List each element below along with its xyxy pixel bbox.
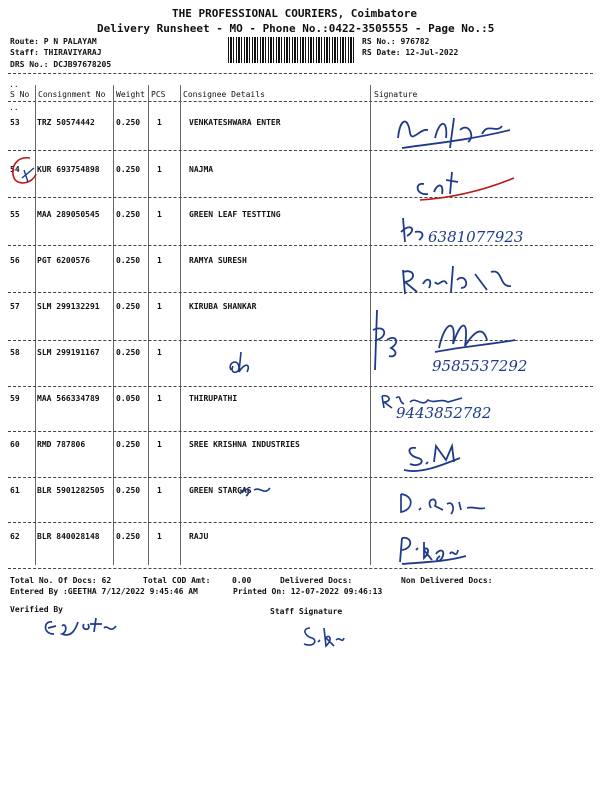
rs-date: RS Date: 12-Jul-2022 [362,48,459,57]
col-consignee: Consignee Details [183,90,265,99]
printed-on: Printed On: 12-07-2022 09:46:13 [233,587,383,596]
signature-scribble [410,164,520,204]
entered-by: Entered By :GEETHA 7/12/2022 9:45:46 AM [10,587,198,596]
staff-signature-scribble [298,622,348,652]
delivered-docs: Delivered Docs: [280,576,353,585]
row-weight: 0.250 [116,486,141,495]
signature-scribble [395,488,490,518]
row-weight: 0.250 [116,348,141,357]
row-weight: 0.250 [116,165,141,174]
row-consignee: GREEN STARGAS [189,486,252,495]
row-pcs: 1 [157,165,162,174]
drs-number: DRS No.: DCJB97678205 [10,60,112,69]
row-weight: 0.250 [116,118,141,127]
row-weight: 0.250 [116,440,141,449]
row-sno: 60 [10,440,20,449]
row-consignee: RAJU [189,532,209,541]
row-consignment: TRZ 50574442 [37,118,95,127]
row-sno: 57 [10,302,20,311]
handwritten-phone: 9585537292 [432,357,528,375]
row-consignment: KUR 693754898 [37,165,100,174]
divider [8,73,593,74]
row-pcs: 1 [157,118,162,127]
col-sno: S No [10,90,30,99]
total-cod-value: 0.00 [232,576,252,585]
verifier-signature [40,612,130,642]
row-pcs: 1 [157,486,162,495]
divider [8,522,593,523]
col-consignment: Consignment No [38,90,106,99]
total-docs: Total No. Of Docs: 62 [10,576,112,585]
dots-mark: .. [9,80,19,89]
divider [8,386,593,387]
row-pcs: 1 [157,348,162,357]
total-cod-label: Total COD Amt: [143,576,211,585]
row-consignee: THIRUPATHI [189,394,238,403]
runsheet-subtitle: Delivery Runsheet - MO - Phone No.:0422-3505555 - Page No.:5 [97,22,495,35]
rs-number: RS No.: 976782 [362,37,430,46]
row-sno: 62 [10,532,20,541]
col-line [113,85,114,565]
row-consignee: RAMYA SURESH [189,256,247,265]
row-consignment: MAA 566334789 [37,394,100,403]
row-consignee: KIRUBA SHANKAR [189,302,257,311]
signature-scribble [400,436,470,476]
row-pcs: 1 [157,256,162,265]
row-consignment: RMD 787806 [37,440,86,449]
divider [8,431,593,432]
row-sno: 56 [10,256,20,265]
row-consignment: SLM 299191167 [37,348,100,357]
barcode [228,37,356,63]
signature-scribble [394,532,474,566]
handwritten-phone: 6381077923 [428,228,524,246]
row-sno: 53 [10,118,20,127]
divider [8,568,593,569]
row-consignment: MAA 289050545 [37,210,100,219]
row-sno: 59 [10,394,20,403]
col-weight: Weight [116,90,145,99]
non-delivered-docs: Non Delivered Docs: [401,576,493,585]
col-signature: Signature [374,90,418,99]
col-line [180,85,181,565]
row-consignment: BLR 840028148 [37,532,100,541]
red-circle-mark [10,154,40,188]
row-consignee: SREE KRISHNA INDUSTRIES [189,440,300,449]
row-pcs: 1 [157,302,162,311]
row-consignment: PGT 6200576 [37,256,90,265]
signature-scribble [390,108,520,158]
row-pcs: 1 [157,210,162,219]
row-consignee: GREEN LEAF TESTTING [189,210,281,219]
divider [8,477,593,478]
row-sno: 54 [10,165,20,174]
dots-mark: .. [9,103,19,112]
row-pcs: 1 [157,394,162,403]
divider [8,101,593,102]
signature-scribble [236,480,276,500]
row-consignee: VENKATESHWARA ENTER [189,118,281,127]
staff-signature-label: Staff Signature [270,607,343,616]
row-sno: 55 [10,210,20,219]
verified-by: Verified By [10,605,63,614]
row-consignment: SLM 299132291 [37,302,100,311]
col-line [148,85,149,565]
route-label: Route: P N PALAYAM [10,37,97,46]
row-sno: 58 [10,348,20,357]
signature-scribble [395,258,525,298]
signature-scribble [225,348,255,378]
company-name: THE PROFESSIONAL COURIERS, Coimbatore [172,7,418,20]
row-sno: 61 [10,486,20,495]
row-consignment: BLR 5901282505 [37,486,105,495]
staff-label: Staff: THIRAVIYARAJ [10,48,102,57]
handwritten-phone: 9443852782 [396,404,492,422]
row-weight: 0.250 [116,532,141,541]
row-weight: 0.250 [116,210,141,219]
row-weight: 0.050 [116,394,141,403]
row-weight: 0.250 [116,256,141,265]
row-consignee: NAJMA [189,165,214,174]
row-pcs: 1 [157,532,162,541]
row-pcs: 1 [157,440,162,449]
row-weight: 0.250 [116,302,141,311]
col-pcs: PCS [151,90,166,99]
